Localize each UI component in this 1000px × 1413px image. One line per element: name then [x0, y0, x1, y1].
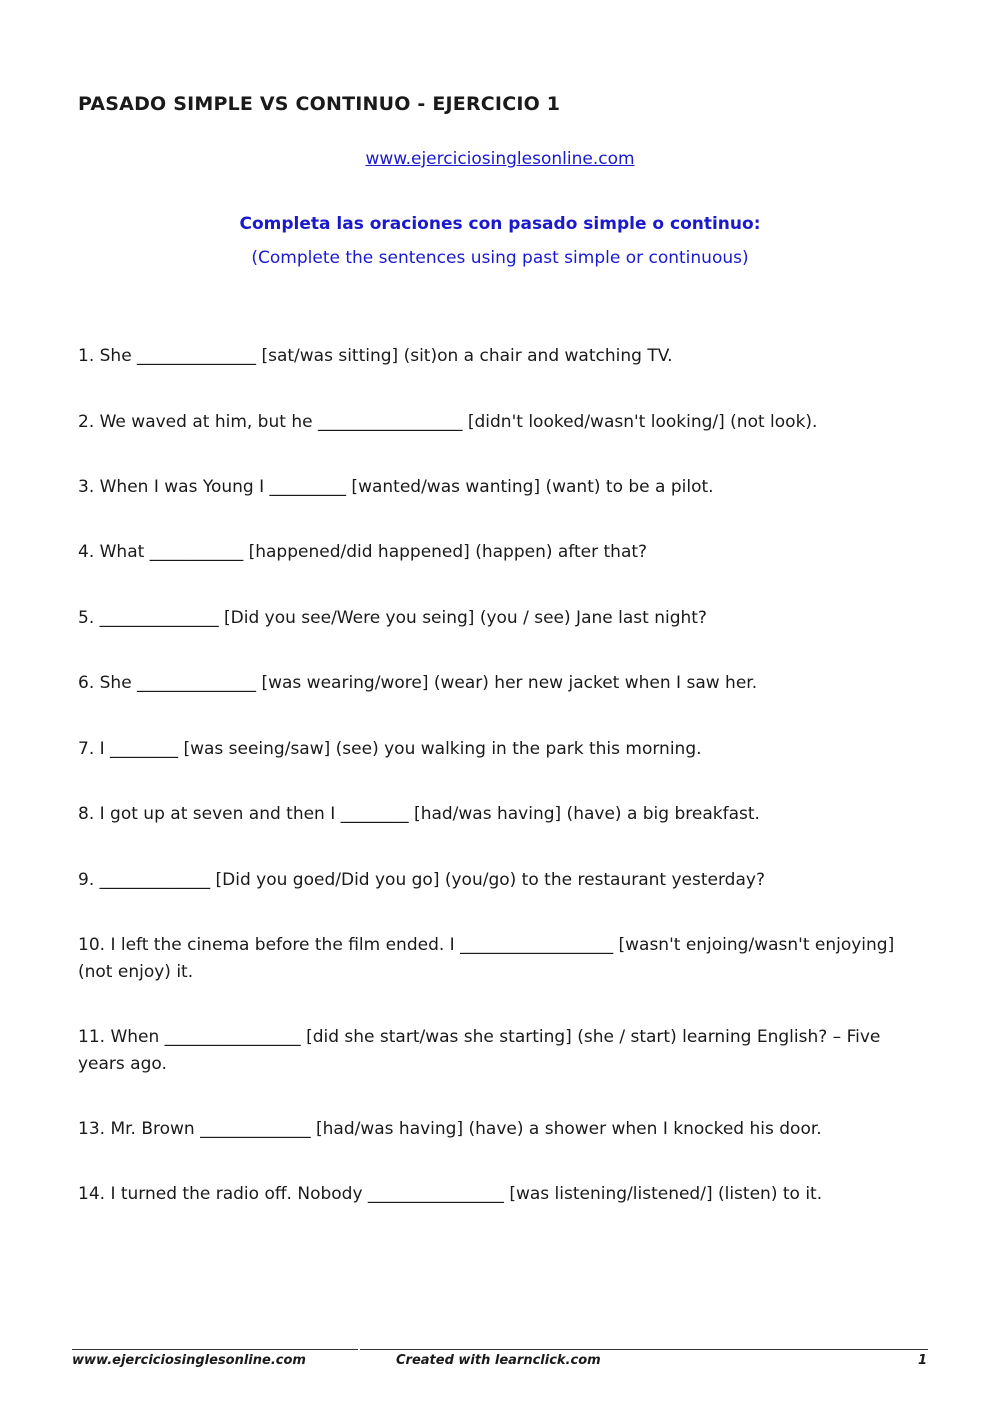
footer-divider-right	[360, 1349, 928, 1350]
instruction-main: Completa las oraciones con pasado simple o continuo:	[239, 214, 761, 234]
question-item: 2. We waved at him, but he _________________ [didn't looked/wasn't looking/] (not look).	[78, 412, 818, 432]
site-link[interactable]: www.ejerciciosinglesonline.com	[365, 149, 635, 169]
question-item: 4. What ___________ [happened/did happened] (happen) after that?	[78, 542, 648, 562]
question-item: 10. I left the cinema before the film ended. I __________________ [wasn't enjoing/wasn't enjoying] (not enjoy) it.	[78, 935, 895, 982]
question-item: 3. When I was Young I _________ [wanted/was wanting] (want) to be a pilot.	[78, 477, 714, 497]
question-item: 7. I ________ [was seeing/saw] (see) you walking in the park this morning.	[78, 739, 702, 759]
site-link-container	[0, 149, 1000, 169]
footer-site: www.ejerciciosinglesonline.com	[72, 1353, 306, 1368]
footer-divider-left	[72, 1349, 358, 1350]
question-item: 14. I turned the radio off. Nobody ________________ [was listening/listened/] (listen) to it.	[78, 1184, 823, 1204]
question-item: 11. When ________________ [did she start/was she starting] (she / start) learning English? – Five years ago.	[78, 1027, 881, 1074]
footer-page-number: 1	[918, 1353, 928, 1368]
footer-credit: Created with learnclick.com	[396, 1353, 601, 1368]
question-item: 1. She ______________ [sat/was sitting] (sit)on a chair and watching TV.	[78, 346, 673, 366]
question-item: 6. She ______________ [was wearing/wore] (wear) her new jacket when I saw her.	[78, 673, 758, 693]
question-item: 9. _____________ [Did you goed/Did you go] (you/go) to the restaurant yesterday?	[78, 870, 765, 890]
question-item: 13. Mr. Brown _____________ [had/was having] (have) a shower when I knocked his door.	[78, 1119, 822, 1139]
question-item: 5. ______________ [Did you see/Were you seing] (you / see) Jane last night?	[78, 608, 707, 628]
instruction-sub: (Complete the sentences using past simple or continuous)	[251, 248, 749, 268]
page-title: PASADO SIMPLE VS CONTINUO - EJERCICIO 1	[78, 93, 561, 115]
question-item: 8. I got up at seven and then I ________ [had/was having] (have) a big breakfast.	[78, 804, 760, 824]
